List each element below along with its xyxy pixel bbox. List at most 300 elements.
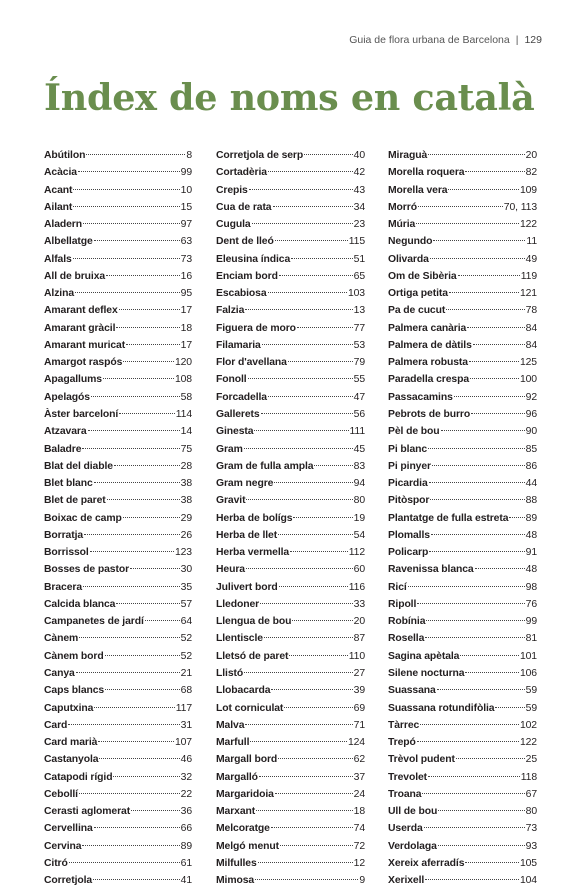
dot-leader [259, 776, 353, 777]
entry-name: Amarant muricat [44, 339, 126, 351]
entry-pages: 112 [348, 547, 365, 559]
index-entry [44, 665, 192, 682]
entry-name: Herba vermella [216, 547, 290, 559]
entry-pages: 55 [353, 374, 365, 386]
entry-pages: 30 [180, 564, 192, 576]
index-entry [44, 268, 192, 285]
entry-pages: 96 [525, 408, 537, 420]
dot-leader [262, 344, 353, 345]
entry-pages: 10 [180, 184, 192, 196]
entry-name: Forcadella [216, 391, 267, 403]
dot-leader [116, 327, 179, 328]
entry-name: Ull de bou [388, 806, 438, 818]
dot-leader [433, 240, 525, 241]
entry-name: Albellatge [44, 236, 93, 248]
entry-name: Caps blancs [44, 685, 105, 697]
entry-pages: 123 [174, 547, 192, 559]
entry-pages: 14 [180, 426, 192, 438]
entry-name: Marfull [216, 737, 250, 749]
entry-name: Castanyola [44, 754, 99, 766]
entry-pages: 80 [525, 806, 537, 818]
index-entry [388, 199, 537, 216]
entry-name: Suassana [388, 685, 436, 697]
dot-leader [288, 361, 353, 362]
index-entry [44, 371, 192, 388]
index-entry [216, 302, 365, 319]
index-entry [216, 630, 365, 647]
dot-leader [254, 430, 348, 431]
index-entry [216, 147, 365, 164]
index-entry [216, 285, 365, 302]
index-entry [216, 734, 365, 751]
index-entry [216, 561, 365, 578]
entry-name: Gram negre [216, 478, 274, 490]
entry-name: Cerasti aglomerat [44, 806, 131, 818]
dot-leader [291, 258, 352, 259]
entry-pages: 102 [519, 719, 537, 731]
entry-pages: 35 [180, 581, 192, 593]
index-entry [388, 717, 537, 734]
entry-name: Corretjola [44, 875, 93, 887]
index-entry [388, 233, 537, 250]
entry-name: Cua de rata [216, 201, 272, 213]
dot-leader [94, 827, 180, 828]
dot-leader [268, 396, 353, 397]
entry-pages: 59 [525, 685, 537, 697]
dot-leader [248, 378, 353, 379]
dot-leader [465, 171, 524, 172]
entry-name: Alfals [44, 253, 72, 265]
entry-name: Om de Sibèria [388, 270, 457, 282]
entry-name: Milfulles [216, 857, 257, 869]
dot-leader [471, 413, 525, 414]
entry-pages: 124 [347, 737, 365, 749]
dot-leader [428, 448, 525, 449]
index-entry [216, 751, 365, 768]
dot-leader [82, 845, 179, 846]
index-entry [388, 734, 537, 751]
entry-pages: 74 [353, 823, 365, 835]
entry-pages: 84 [525, 322, 537, 334]
entry-name: Acant [44, 184, 73, 196]
entry-name: Morella vera [388, 184, 448, 196]
entry-name: Corretjola de serp [216, 150, 304, 161]
dot-leader [105, 689, 180, 690]
entry-name: Amarant gràcil [44, 322, 116, 334]
dot-leader [98, 741, 174, 742]
dot-leader [428, 776, 520, 777]
dot-leader [76, 672, 180, 673]
entry-name: Mimosa [216, 875, 255, 887]
index-entry [216, 423, 365, 440]
index-entry [44, 406, 192, 423]
entry-name: Lletsó de paret [216, 650, 289, 662]
entry-pages: 89 [180, 840, 192, 852]
entry-pages: 52 [180, 650, 192, 662]
entry-pages: 101 [519, 650, 537, 662]
dot-leader [83, 586, 180, 587]
index-entry [44, 527, 192, 544]
entry-name: Dent de lleó [216, 236, 274, 248]
entry-pages: 44 [525, 478, 537, 490]
entry-name: Crepis [216, 184, 248, 196]
entry-pages: 64 [180, 616, 192, 628]
entry-name: Abútilon [44, 150, 86, 161]
index-entry [388, 268, 537, 285]
index-entry [216, 492, 365, 509]
dot-leader [417, 603, 524, 604]
dot-leader [441, 430, 525, 431]
entry-pages: 90 [525, 426, 537, 438]
index-entry [388, 596, 537, 613]
entry-name: Xereix aferradís [388, 857, 465, 869]
entry-name: Plomalls [388, 529, 430, 541]
dot-leader [278, 758, 352, 759]
entry-pages: 21 [180, 667, 192, 679]
entry-pages: 83 [353, 460, 365, 472]
dot-leader [246, 568, 353, 569]
dot-leader [416, 223, 519, 224]
entry-pages: 99 [525, 616, 537, 628]
entry-pages: 95 [180, 288, 192, 300]
index-entry [216, 216, 365, 233]
dot-leader [79, 637, 179, 638]
entry-name: Trepó [388, 737, 416, 749]
index-entry [216, 182, 365, 199]
dot-leader [79, 793, 180, 794]
entry-name: Llentiscle [216, 633, 263, 645]
entry-name: Eleusina índica [216, 253, 291, 265]
dot-leader [275, 793, 353, 794]
index-entry [388, 579, 537, 596]
index-entry [388, 216, 537, 233]
entry-pages: 22 [180, 788, 192, 800]
index-entry [216, 251, 365, 268]
index-entry [388, 441, 537, 458]
entry-name: Pi blanc [388, 443, 428, 455]
entry-name: Morró [388, 201, 417, 213]
index-entry [388, 475, 537, 492]
index-entry [388, 838, 537, 855]
entry-pages: 60 [353, 564, 365, 576]
entry-pages: 54 [353, 529, 365, 541]
index-entry [44, 182, 192, 199]
index-entry [216, 855, 365, 872]
entry-pages: 84 [525, 339, 537, 351]
index-entry [216, 458, 365, 475]
entry-pages: 108 [174, 374, 192, 386]
index-entry [388, 700, 537, 717]
index-entry [216, 596, 365, 613]
entry-name: Aladern [44, 219, 82, 231]
entry-name: Campanetes de jardí [44, 616, 144, 628]
index-entry [44, 648, 192, 665]
entry-name: Miraguà [388, 150, 428, 161]
index-entry [216, 441, 365, 458]
index-entry [44, 458, 192, 475]
index-entry [388, 406, 537, 423]
dot-leader [314, 465, 352, 466]
dot-leader [448, 189, 519, 190]
dot-leader [473, 344, 525, 345]
entry-name: Atzavara [44, 426, 87, 438]
entry-pages: 9 [359, 875, 365, 887]
entry-pages: 53 [353, 339, 365, 351]
entry-pages: 81 [525, 633, 537, 645]
index-entry [44, 302, 192, 319]
index-entry [388, 371, 537, 388]
entry-pages: 71 [353, 719, 365, 731]
entry-pages: 110 [348, 650, 365, 662]
index-entry [388, 182, 537, 199]
index-columns [0, 147, 580, 887]
entry-pages: 48 [525, 564, 537, 576]
dot-leader [107, 499, 180, 500]
entry-pages: 8 [186, 150, 192, 161]
entry-pages: 82 [525, 167, 537, 179]
index-entry [388, 147, 537, 164]
entry-name: Cortadèria [216, 167, 267, 179]
dot-leader [91, 396, 180, 397]
entry-pages: 86 [525, 460, 537, 472]
entry-pages: 114 [175, 408, 192, 420]
entry-name: Llobacarda [216, 685, 271, 697]
entry-name: Cebollí [44, 788, 78, 800]
entry-pages: 41 [180, 875, 192, 887]
dot-leader [245, 309, 352, 310]
dot-leader [465, 862, 519, 863]
entry-pages: 43 [353, 184, 365, 196]
index-entry [44, 769, 192, 786]
dot-leader [260, 603, 353, 604]
index-entry [44, 838, 192, 855]
entry-name: Ailant [44, 201, 73, 213]
entry-name: Palmera robusta [388, 357, 468, 369]
entry-pages: 61 [180, 857, 192, 869]
index-entry [44, 786, 192, 803]
entry-pages: 25 [525, 754, 537, 766]
index-entry [44, 596, 192, 613]
index-entry [44, 544, 192, 561]
entry-name: Olivarda [388, 253, 429, 265]
entry-name: Suassana rotundifòlia [388, 702, 495, 714]
dot-leader [123, 517, 180, 518]
dot-leader [78, 171, 180, 172]
index-entry [44, 337, 192, 354]
entry-name: Silene nocturna [388, 667, 465, 679]
dot-leader [428, 154, 525, 155]
dot-leader [417, 741, 519, 742]
index-entry [216, 700, 365, 717]
index-entry [44, 441, 192, 458]
dot-leader [94, 707, 174, 708]
entry-name: Tàrrec [388, 719, 420, 731]
entry-pages: 68 [180, 685, 192, 697]
entry-pages: 100 [519, 374, 537, 386]
entry-name: Xerixell [388, 875, 425, 887]
index-entry [388, 527, 537, 544]
entry-name: Ortiga petita [388, 288, 448, 300]
entry-name: Blet de paret [44, 495, 106, 507]
dot-leader [73, 206, 179, 207]
entry-name: Cugula [216, 219, 251, 231]
entry-pages: 78 [525, 305, 537, 317]
entry-pages: 33 [353, 598, 365, 610]
entry-pages: 115 [348, 236, 365, 248]
index-entry [216, 268, 365, 285]
index-entry [216, 682, 365, 699]
entry-name: Ricí [388, 581, 407, 593]
entry-name: Herba de llet [216, 529, 278, 541]
index-entry [388, 423, 537, 440]
dot-leader [84, 534, 180, 535]
entry-pages: 73 [180, 253, 192, 265]
index-entry [44, 164, 192, 181]
entry-pages: 99 [180, 167, 192, 179]
index-entry [216, 337, 365, 354]
index-column-2 [216, 147, 365, 889]
dot-leader [114, 465, 180, 466]
entry-pages: 76 [525, 598, 537, 610]
entry-pages: 56 [353, 408, 365, 420]
entry-pages: 107 [174, 737, 192, 749]
dot-leader [244, 448, 353, 449]
dot-leader [430, 258, 525, 259]
index-entry [388, 855, 537, 872]
entry-name: Userda [388, 823, 423, 835]
dot-leader [94, 240, 180, 241]
entry-pages: 104 [519, 875, 537, 887]
entry-pages: 40 [353, 150, 365, 161]
index-entry [44, 423, 192, 440]
entry-name: Morella roquera [388, 167, 465, 179]
index-entry [44, 285, 192, 302]
entry-name: Apagallums [44, 374, 102, 386]
dot-leader [261, 413, 353, 414]
index-entry [388, 682, 537, 699]
entry-name: Pa de cucut [388, 305, 446, 317]
index-entry [44, 510, 192, 527]
index-entry [44, 251, 192, 268]
entry-pages: 98 [525, 581, 537, 593]
index-entry [216, 769, 365, 786]
header-separator: | [515, 34, 519, 46]
dot-leader [271, 689, 352, 690]
dot-leader [113, 776, 179, 777]
entry-name: Trevolet [388, 771, 428, 783]
entry-name: Lot corniculat [216, 702, 284, 714]
dot-leader [420, 724, 519, 725]
entry-name: Plantatge de fulla estreta [388, 512, 509, 524]
entry-pages: 32 [180, 771, 192, 783]
index-entry [216, 406, 365, 423]
entry-pages: 93 [525, 840, 537, 852]
index-entry [388, 302, 537, 319]
entry-name: Blat del diable [44, 460, 113, 472]
index-entry [388, 561, 537, 578]
dot-leader [275, 240, 348, 241]
entry-name: Picardia [388, 478, 428, 490]
entry-pages: 105 [519, 857, 537, 869]
index-entry [216, 803, 365, 820]
entry-name: Policarp [388, 547, 429, 559]
index-entry [44, 751, 192, 768]
entry-pages: 63 [180, 236, 192, 248]
entry-name: Cànem bord [44, 650, 104, 662]
entry-pages: 121 [519, 288, 537, 300]
entry-pages: 29 [180, 512, 192, 524]
index-entry [388, 803, 537, 820]
entry-name: Gravit [216, 495, 246, 507]
dot-leader [438, 845, 525, 846]
entry-name: Boixac de camp [44, 512, 122, 524]
entry-pages: 80 [353, 495, 365, 507]
index-entry [216, 717, 365, 734]
entry-name: Card [44, 719, 68, 731]
index-entry [44, 147, 192, 164]
dot-leader [495, 707, 524, 708]
dot-leader [82, 448, 179, 449]
entry-pages: 49 [525, 253, 537, 265]
entry-pages: 38 [180, 478, 192, 490]
index-entry [44, 630, 192, 647]
entry-name: Melcoratge [216, 823, 270, 835]
entry-name: Alzina [44, 288, 74, 300]
entry-pages: 92 [525, 391, 537, 403]
entry-name: Gallerets [216, 408, 260, 420]
entry-pages: 85 [525, 443, 537, 455]
index-entry [388, 613, 537, 630]
entry-pages: 17 [180, 339, 192, 351]
dot-leader [279, 275, 353, 276]
entry-pages: 58 [180, 391, 192, 403]
entry-pages: 75 [180, 443, 192, 455]
dot-leader [126, 344, 180, 345]
entry-name: Caputxina [44, 702, 94, 714]
dot-leader [274, 482, 352, 483]
entry-pages: 103 [347, 288, 365, 300]
index-entry [388, 337, 537, 354]
index-entry [388, 786, 537, 803]
entry-name: Pitòspor [388, 495, 430, 507]
dot-leader [94, 482, 180, 483]
index-entry [44, 233, 192, 250]
index-entry [44, 700, 192, 717]
entry-pages: 66 [180, 823, 192, 835]
dot-leader [130, 568, 180, 569]
index-entry [216, 233, 365, 250]
entry-name: Pebrots de burro [388, 408, 471, 420]
entry-name: Enciam bord [216, 270, 278, 282]
entry-name: Bracera [44, 581, 83, 593]
entry-name: Gram [216, 443, 243, 455]
entry-name: Heura [216, 564, 245, 576]
entry-pages: 77 [353, 322, 365, 334]
index-entry [216, 371, 365, 388]
entry-name: Trèvol pudent [388, 754, 455, 766]
dot-leader [449, 292, 519, 293]
entry-name: Cànem [44, 633, 79, 645]
entry-name: Múria [388, 219, 416, 231]
index-entry [216, 579, 365, 596]
entry-name: Palmera canària [388, 322, 467, 334]
dot-leader [249, 189, 353, 190]
index-entry [44, 579, 192, 596]
entry-pages: 59 [525, 702, 537, 714]
index-entry [388, 164, 537, 181]
index-entry [216, 786, 365, 803]
dot-leader [284, 707, 352, 708]
